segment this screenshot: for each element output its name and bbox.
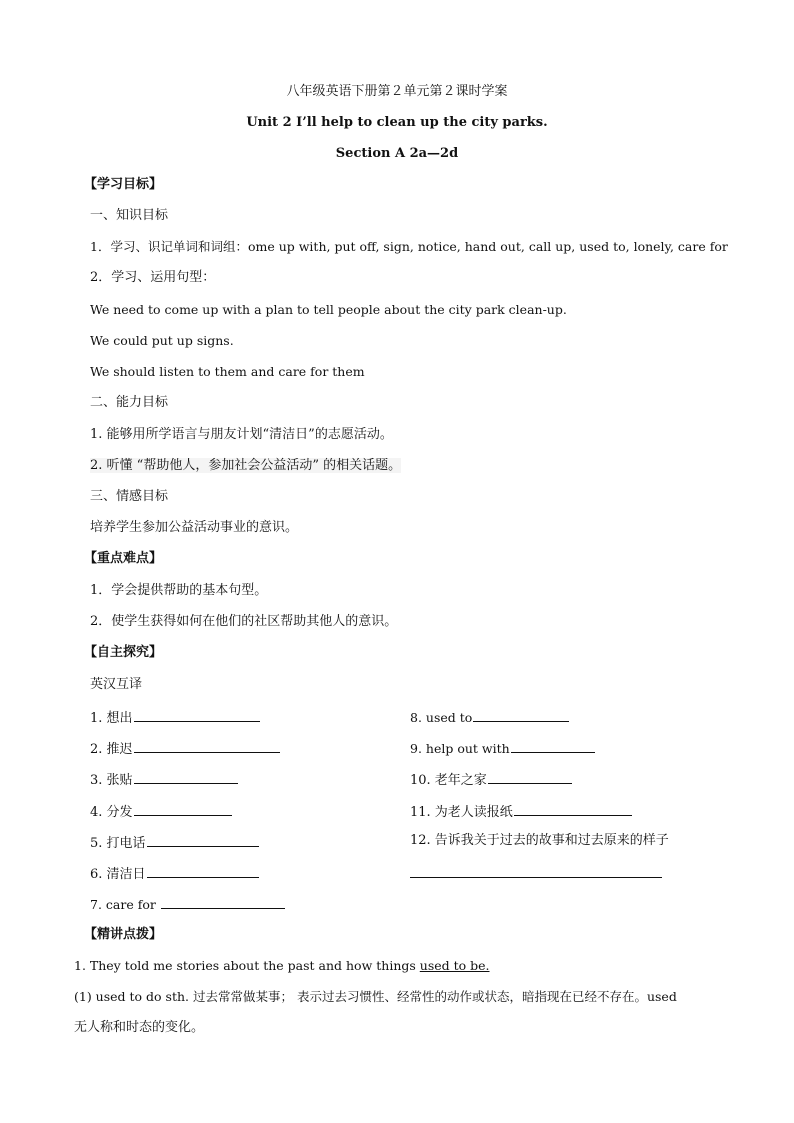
translation-item	[90, 738, 280, 759]
translation-prompt: 10. 老年之家	[410, 773, 487, 788]
answer-blank[interactable]	[147, 832, 259, 847]
explain-note-line-2: 无人称和时态的变化。	[74, 1020, 205, 1035]
translation-prompt: 6. 清洁日	[90, 867, 146, 882]
answer-blank[interactable]	[134, 801, 232, 816]
key-point-2: 2．使学生获得如何在他们的社区帮助其他人的意识。	[90, 614, 398, 629]
ability-item-2-text: 2. 听懂 “帮助他人，参加社会公益活动” 的相关话题。	[90, 458, 402, 473]
translation-item	[410, 738, 595, 758]
translation-item	[410, 832, 669, 850]
ability-item-2	[90, 457, 401, 475]
translation-item	[90, 863, 259, 884]
translation-item-12-blank-line	[410, 863, 662, 884]
translation-prompt: 1. 想出	[90, 711, 133, 726]
key-points-heading: 【重点难点】	[84, 551, 163, 566]
answer-blank[interactable]	[473, 707, 569, 722]
answer-blank[interactable]	[134, 769, 238, 784]
translation-prompt: 2. 推迟	[90, 742, 133, 757]
translation-item	[410, 707, 569, 727]
explain-example-1	[74, 957, 490, 975]
answer-blank[interactable]	[511, 738, 595, 753]
sentence-2: We could put up signs.	[90, 333, 234, 348]
explore-heading: 【自主探究】	[84, 645, 163, 660]
translation-prompt: 8. used to	[410, 710, 473, 725]
answer-blank[interactable]	[514, 801, 632, 816]
translation-item	[90, 894, 285, 914]
translation-item	[90, 707, 260, 728]
answer-blank[interactable]	[147, 863, 259, 878]
section-title: Section A 2a—2d	[335, 146, 459, 161]
translation-item	[90, 832, 259, 853]
translation-item	[90, 769, 238, 790]
explore-intro: 英汉互译	[90, 677, 143, 692]
ability-heading: 二、能力目标	[90, 395, 169, 410]
goals-heading: 【学习目标】	[84, 177, 163, 192]
sentence-3: We should listen to them and care for them	[90, 364, 365, 379]
translation-prompt: 12. 告诉我关于过去的故事和过去原来的样子	[410, 833, 669, 848]
unit-title: Unit 2 I’ll help to clean up the city parks.	[246, 115, 548, 130]
translation-prompt: 7. care for	[90, 897, 160, 912]
explain-example-1-underlined: used to be.	[419, 958, 490, 973]
explain-heading: 【精讲点拨】	[84, 927, 163, 942]
translation-prompt: 4. 分发	[90, 805, 133, 820]
ability-item-1: 1. 能够用所学语言与朋友计划“清洁日”的志愿活动。	[90, 427, 393, 442]
answer-blank[interactable]	[134, 707, 260, 722]
explain-example-1-text: 1. They told me stories about the past and how things	[74, 958, 420, 973]
translation-item	[410, 801, 632, 822]
translation-item	[90, 801, 232, 822]
sentence-1: We need to come up with a plan to tell people about the city park clean-up.	[90, 302, 567, 317]
answer-blank[interactable]	[488, 769, 572, 784]
answer-blank[interactable]	[134, 738, 280, 753]
answer-blank[interactable]	[161, 894, 285, 909]
translation-prompt: 9. help out with	[410, 741, 510, 756]
emotion-heading: 三、情感目标	[90, 489, 169, 504]
translation-prompt: 3. 张贴	[90, 773, 133, 788]
knowledge-item-2: 2．学习、运用句型：	[90, 270, 216, 285]
translation-item	[410, 769, 572, 790]
translation-prompt: 5. 打电话	[90, 836, 146, 851]
doc-title: 八年级英语下册第２单元第２课时学案	[286, 84, 508, 99]
answer-blank[interactable]	[410, 863, 662, 878]
key-point-1: 1．学会提供帮助的基本句型。	[90, 583, 268, 598]
knowledge-item-1: 1．学习、识记单词和词组：ome up with, put off, sign, notice, hand out, call up, used to, lonely, care for	[90, 239, 728, 254]
translation-prompt: 11. 为老人读报纸	[410, 805, 513, 820]
emotion-item: 培养学生参加公益活动事业的意识。	[90, 520, 299, 535]
knowledge-heading: 一、知识目标	[90, 208, 169, 223]
explain-note-line-1: (1) used to do sth. 过去常常做某事； 表示过去习惯性、经常性的动作或状态，暗指现在已经不存在。used	[74, 989, 677, 1004]
